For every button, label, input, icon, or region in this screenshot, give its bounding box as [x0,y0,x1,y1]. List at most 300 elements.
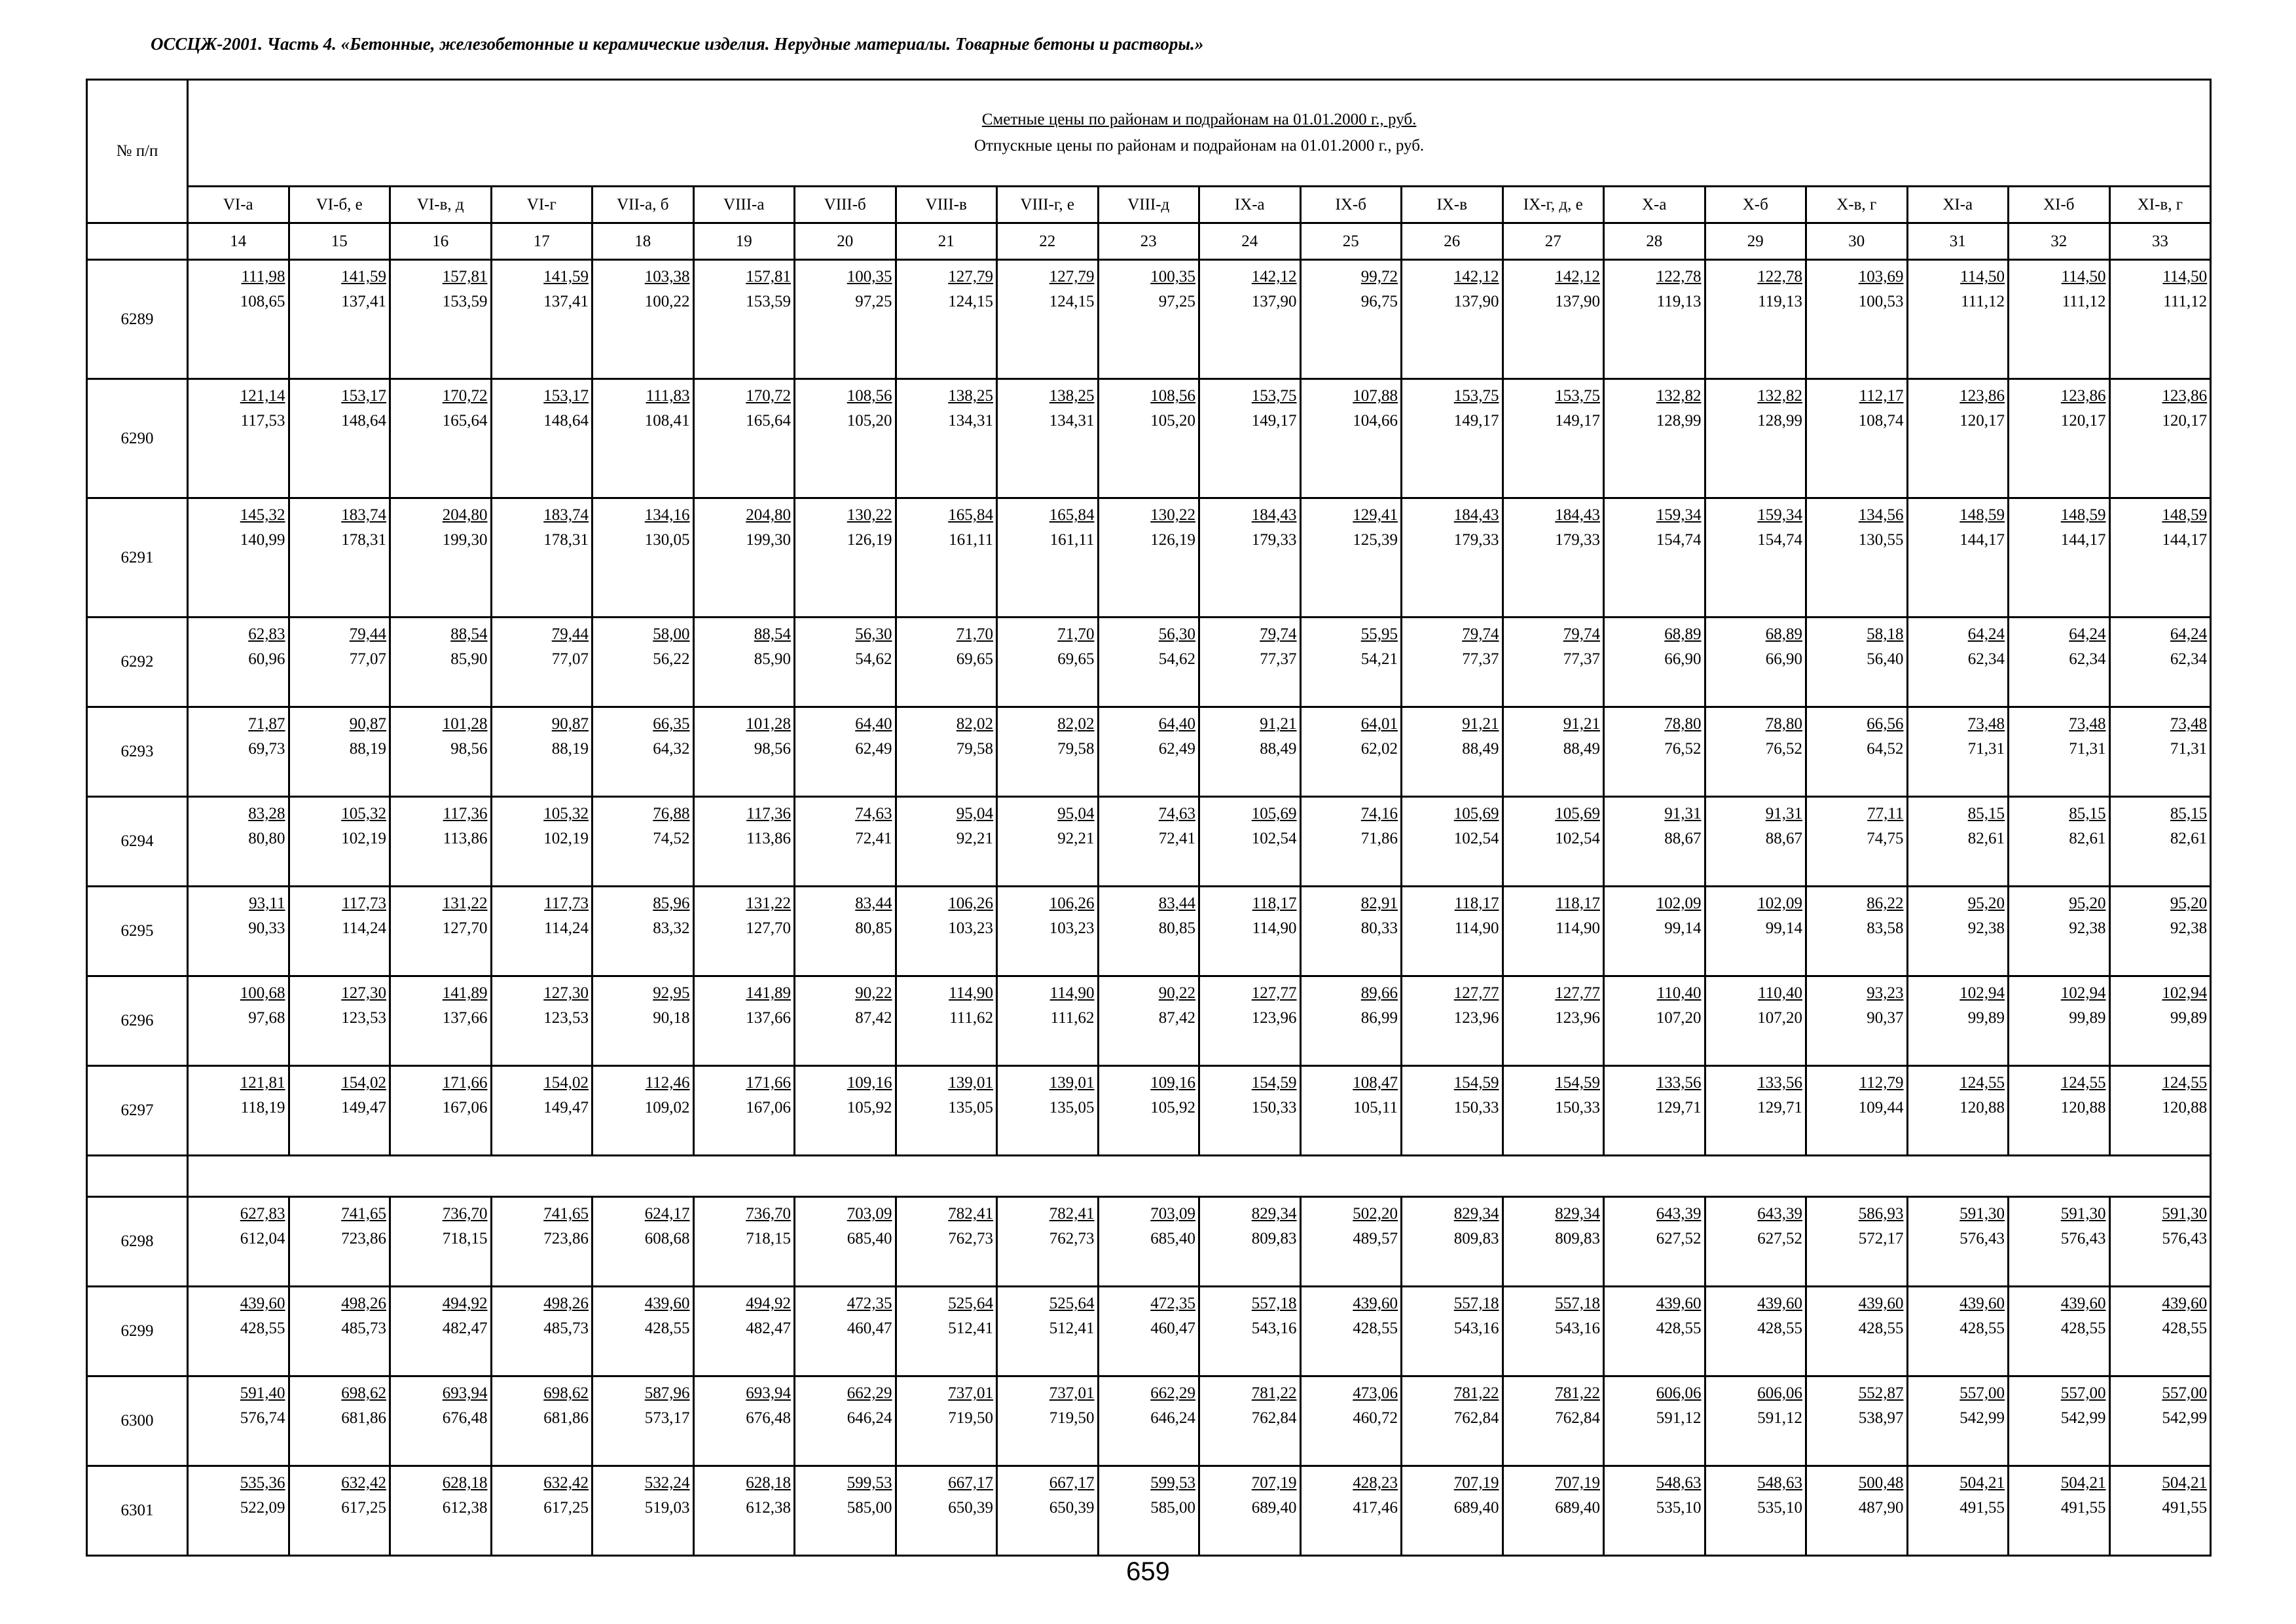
region-header: VIII-г, е [997,187,1099,223]
price-cell [1806,797,1908,887]
estimated-price: 79,44 [551,625,589,643]
estimated-price: 184,43 [1453,506,1499,524]
release-price: 685,40 [847,1230,892,1247]
price-cell [1098,618,1199,707]
release-price: 137,41 [341,293,386,310]
release-price: 762,84 [1555,1409,1600,1427]
price-cell [188,1376,289,1466]
region-header: X-в, г [1806,187,1908,223]
release-price: 179,33 [1453,531,1499,549]
price-cell [1806,1197,1908,1287]
estimated-price: 114,90 [949,984,993,1002]
estimated-price: 557,00 [1959,1384,2005,1402]
release-price: 135,05 [948,1099,993,1116]
release-price: 576,43 [1959,1230,2005,1247]
price-cell [896,976,997,1066]
price-cell [997,1287,1099,1376]
estimated-price: 494,92 [442,1295,488,1312]
price-cell [693,707,795,797]
release-price: 117,53 [240,412,285,430]
release-price: 148,64 [341,412,386,430]
estimated-price: 86,22 [1867,895,1904,912]
price-cell [1705,797,1806,887]
price-cell [1300,1287,1402,1376]
release-price: 543,16 [1453,1320,1499,1337]
release-price: 428,55 [644,1320,690,1337]
price-cell [390,797,492,887]
table-row [87,379,2211,498]
price-cell [896,1066,997,1156]
release-price: 64,32 [653,740,690,758]
estimated-price: 171,66 [442,1074,488,1092]
column-number: 28 [1604,223,1705,260]
release-price: 98,56 [754,740,791,758]
estimated-price: 71,87 [248,715,285,733]
release-price: 140,99 [240,531,285,549]
estimated-price: 153,17 [543,387,589,405]
price-cell [1098,887,1199,976]
estimated-price: 91,31 [1765,805,1802,822]
price-cell [289,260,390,379]
table-row [87,707,2211,797]
release-price: 114,24 [342,919,386,937]
estimated-price: 91,31 [1664,805,1702,822]
release-price: 650,39 [1049,1499,1095,1517]
estimated-price: 64,40 [1158,715,1195,733]
price-cell [693,260,795,379]
price-cell [795,498,896,618]
release-price: 88,67 [1664,830,1702,847]
region-header: IX-б [1300,187,1402,223]
estimated-price: 142,12 [1251,268,1297,286]
estimated-price: 121,14 [240,387,285,405]
release-price: 66,90 [1765,650,1802,668]
estimated-price: 111,83 [646,387,690,405]
release-price: 460,72 [1353,1409,1398,1427]
price-cell [1402,1376,1503,1466]
region-header: VIII-б [795,187,896,223]
column-number: 22 [997,223,1099,260]
release-price: 71,86 [1360,830,1398,847]
price-cell [795,1466,896,1556]
estimated-price: 781,22 [1453,1384,1499,1402]
release-price: 97,68 [248,1009,285,1027]
price-cell [289,887,390,976]
estimated-price: 127,77 [1453,984,1499,1002]
estimated-price: 68,89 [1765,625,1802,643]
estimated-price: 76,88 [653,805,690,822]
estimated-price: 129,41 [1353,506,1398,524]
price-cell [2009,1287,2110,1376]
price-cell [289,498,390,618]
price-cell [289,379,390,498]
estimated-price: 56,30 [1158,625,1195,643]
release-price: 111,12 [2163,293,2208,310]
estimated-price: 557,18 [1555,1295,1600,1312]
price-cell [1806,260,1908,379]
release-price: 681,86 [341,1409,386,1427]
price-cell [1098,1287,1199,1376]
release-price: 650,39 [948,1499,993,1517]
price-cell [1705,887,1806,976]
release-price: 111,12 [1961,293,2005,310]
estimated-price: 118,17 [1252,895,1297,912]
price-cell [693,1066,795,1156]
estimated-price: 88,54 [450,625,488,643]
estimated-price: 138,25 [948,387,993,405]
release-price: 92,21 [956,830,993,847]
estimated-price: 131,22 [746,895,791,912]
release-price: 90,37 [1867,1009,1904,1027]
table-row [87,887,2211,976]
region-header: IX-г, д, е [1503,187,1604,223]
price-cell [390,1197,492,1287]
release-price: 199,30 [746,531,791,549]
price-cell [1705,618,1806,707]
price-cell [289,797,390,887]
price-cell [1907,1197,2009,1287]
estimated-price: 141,89 [442,984,488,1002]
estimated-price: 130,22 [1150,506,1195,524]
column-number: 24 [1199,223,1301,260]
price-cell [1199,887,1301,976]
region-header-row [87,187,2211,223]
release-price: 120,88 [1959,1099,2005,1116]
estimated-price: 90,87 [551,715,589,733]
price-cell [491,1466,592,1556]
release-price: 130,05 [644,531,690,549]
price-cell [1705,1466,1806,1556]
release-price: 689,40 [1555,1499,1600,1517]
estimated-price: 741,65 [341,1205,386,1223]
price-cell [1098,498,1199,618]
price-cell [896,797,997,887]
estimated-price: 83,44 [1158,895,1195,912]
price-cell [1705,707,1806,797]
release-price: 71,31 [2069,740,2106,758]
price-cell [1604,1287,1705,1376]
price-cell [795,1197,896,1287]
estimated-price: 781,22 [1251,1384,1297,1402]
estimated-price: 131,22 [442,895,488,912]
price-cell [1503,887,1604,976]
release-price: 82,61 [1967,830,2005,847]
price-cell [795,260,896,379]
release-price: 153,59 [442,293,488,310]
table-row [87,1466,2211,1556]
estimated-price: 105,32 [543,805,589,822]
price-cell [1503,707,1604,797]
estimated-price: 108,56 [1150,387,1195,405]
release-price: 105,11 [1353,1099,1398,1116]
estimated-price: 829,34 [1453,1205,1499,1223]
release-price: 62,34 [2069,650,2106,668]
price-cell [1199,260,1301,379]
estimated-price: 64,01 [1360,715,1398,733]
price-cell [2109,379,2211,498]
estimated-price: 64,24 [1967,625,2005,643]
price-cell [2009,707,2110,797]
release-price: 491,55 [2162,1499,2208,1517]
price-cell [1806,1466,1908,1556]
price-cell [1300,887,1402,976]
release-price: 685,40 [1150,1230,1195,1247]
estimated-price: 103,69 [1858,268,1904,286]
release-price: 107,20 [1656,1009,1702,1027]
release-price: 428,55 [1353,1320,1398,1337]
price-cell [491,976,592,1066]
release-price: 99,89 [2170,1009,2208,1027]
column-number-row [87,223,2211,260]
estimated-price: 114,50 [2162,268,2208,286]
release-price: 491,55 [1959,1499,2005,1517]
estimated-price: 139,01 [948,1074,993,1092]
estimated-price: 123,86 [1959,387,2005,405]
estimated-price: 95,04 [956,805,993,822]
price-cell [1907,797,2009,887]
region-header: X-б [1705,187,1806,223]
price-cell [289,707,390,797]
release-price: 572,17 [1858,1230,1904,1247]
region-header: VI-в, д [390,187,492,223]
estimated-price: 148,59 [2060,506,2106,524]
release-price: 102,54 [1251,830,1297,847]
price-cell [289,1376,390,1466]
estimated-price: 439,60 [1959,1295,2005,1312]
price-cell [1402,887,1503,976]
estimated-price: 110,40 [1656,984,1702,1002]
release-price: 646,24 [847,1409,892,1427]
estimated-price: 693,94 [442,1384,488,1402]
release-price: 762,73 [1049,1230,1095,1247]
estimated-price: 142,12 [1453,268,1499,286]
release-price: 135,05 [1049,1099,1095,1116]
price-cell [289,618,390,707]
price-cell [1199,618,1301,707]
estimated-price: 118,17 [1556,895,1600,912]
release-price: 543,16 [1555,1320,1600,1337]
release-price: 108,41 [644,412,690,430]
release-price: 137,41 [543,293,589,310]
estimated-price: 123,86 [2162,387,2208,405]
release-price: 428,55 [2162,1320,2208,1337]
release-price: 54,62 [855,650,892,668]
release-price: 154,74 [1656,531,1702,549]
price-cell [1199,1197,1301,1287]
release-price: 92,38 [2170,919,2208,937]
price-cell [1300,1376,1402,1466]
price-cell [1402,1466,1503,1556]
estimated-price: 82,02 [956,715,993,733]
price-cell [491,1066,592,1156]
estimated-price: 557,18 [1453,1295,1499,1312]
release-price: 118,19 [240,1099,285,1116]
price-cell [896,1197,997,1287]
price-cell [896,379,997,498]
estimated-price: 73,48 [2170,715,2208,733]
price-cell [1503,618,1604,707]
release-price: 428,55 [2060,1320,2106,1337]
release-price: 179,33 [1555,531,1600,549]
price-cell [2109,1287,2211,1376]
release-price: 62,34 [2170,650,2208,668]
table-row [87,1287,2211,1376]
row-number: 6291 [87,498,188,618]
price-cell [1098,797,1199,887]
release-price: 123,53 [543,1009,589,1027]
separator-cell [87,1156,188,1197]
release-price: 542,99 [1959,1409,2005,1427]
release-price: 103,23 [1049,919,1095,937]
estimated-price: 93,11 [249,895,285,912]
release-price: 127,70 [442,919,488,937]
release-price: 612,38 [442,1499,488,1517]
estimated-price: 118,17 [1454,895,1499,912]
estimated-price: 133,56 [1757,1074,1802,1092]
estimated-price: 142,12 [1555,268,1600,286]
price-cell [390,1287,492,1376]
release-price: 137,90 [1251,293,1297,310]
price-cell [188,498,289,618]
release-price: 114,90 [1556,919,1600,937]
estimated-price: 500,48 [1858,1474,1904,1492]
estimated-price: 127,30 [543,984,589,1002]
price-cell [1503,1376,1604,1466]
release-price: 76,52 [1765,740,1802,758]
estimated-price: 204,80 [746,506,791,524]
estimated-price: 56,30 [855,625,892,643]
release-price: 86,99 [1360,1009,1398,1027]
estimated-price: 439,60 [2060,1295,2106,1312]
release-price: 97,25 [1158,293,1195,310]
release-price: 719,50 [1049,1409,1095,1427]
column-number: 29 [1705,223,1806,260]
estimated-price: 141,59 [543,268,589,286]
column-number: 27 [1503,223,1604,260]
release-price: 74,75 [1867,830,1904,847]
release-price: 72,41 [1158,830,1195,847]
price-cell [390,618,492,707]
estimated-price: 95,04 [1057,805,1095,822]
release-price: 87,42 [1158,1009,1195,1027]
price-cell [693,1376,795,1466]
column-number: 32 [2009,223,2110,260]
estimated-price: 606,06 [1656,1384,1702,1402]
price-cell [896,1376,997,1466]
release-price: 105,20 [1150,412,1195,430]
price-cell [491,498,592,618]
release-price: 111,62 [949,1009,993,1027]
release-price: 134,31 [1049,412,1095,430]
estimated-price: 170,72 [442,387,488,405]
estimated-price: 667,17 [1049,1474,1095,1492]
price-cell [390,1466,492,1556]
estimated-price: 114,90 [1049,984,1095,1002]
price-cell [289,976,390,1066]
price-cell [491,379,592,498]
estimated-price: 107,88 [1353,387,1398,405]
row-number: 6296 [87,976,188,1066]
estimated-price: 95,20 [2069,895,2106,912]
price-cell [1806,379,1908,498]
release-price: 82,61 [2069,830,2106,847]
release-price: 762,84 [1251,1409,1297,1427]
release-price: 460,47 [1150,1320,1195,1337]
price-cell [2109,1066,2211,1156]
table-row [87,1197,2211,1287]
section-separator-row [87,1156,2211,1197]
estimated-price: 157,81 [746,268,791,286]
price-cell [1402,797,1503,887]
estimated-price: 557,18 [1251,1295,1297,1312]
price-cell [592,976,694,1066]
release-price: 128,99 [1757,412,1802,430]
release-price: 54,62 [1158,650,1195,668]
price-cell [592,797,694,887]
estimated-price: 829,34 [1555,1205,1600,1223]
price-cell [795,379,896,498]
row-number: 6299 [87,1287,188,1376]
price-cell [188,260,289,379]
release-price: 137,66 [746,1009,791,1027]
price-cell [2109,797,2211,887]
price-cell [1300,618,1402,707]
estimated-price: 108,56 [847,387,892,405]
release-price: 591,12 [1757,1409,1802,1427]
price-cell [896,1287,997,1376]
price-cell [1503,498,1604,618]
table-row [87,976,2211,1066]
price-cell [1098,707,1199,797]
price-cell [491,1376,592,1466]
release-price: 718,15 [442,1230,488,1247]
estimated-price: 83,44 [855,895,892,912]
estimated-price: 667,17 [948,1474,993,1492]
release-price: 54,21 [1360,650,1398,668]
price-cell [795,1066,896,1156]
estimated-price: 154,59 [1555,1074,1600,1092]
release-price: 149,17 [1251,412,1297,430]
estimated-price: 101,28 [746,715,791,733]
estimated-price: 127,30 [341,984,386,1002]
price-cell [188,1066,289,1156]
price-cell [1907,1287,2009,1376]
price-cell [1098,1197,1199,1287]
estimated-price: 92,95 [653,984,690,1002]
price-cell [1806,1066,1908,1156]
release-price: 124,15 [1049,293,1095,310]
release-price: 88,49 [1563,740,1600,758]
price-cell [188,1466,289,1556]
price-cell [795,1376,896,1466]
release-price: 120,88 [2162,1099,2208,1116]
estimated-price: 703,09 [847,1205,892,1223]
release-price: 62,49 [855,740,892,758]
release-price: 99,14 [1664,919,1702,937]
price-cell [693,887,795,976]
estimated-price: 114,50 [2061,268,2106,286]
estimated-price: 627,83 [240,1205,285,1223]
estimated-price: 782,41 [1049,1205,1095,1223]
price-cell [491,618,592,707]
release-price: 100,22 [644,293,690,310]
estimated-price: 127,79 [1049,268,1095,286]
release-price: 123,96 [1555,1009,1600,1027]
estimated-price: 525,64 [1049,1295,1095,1312]
release-price: 129,71 [1757,1099,1802,1116]
estimated-price: 82,91 [1360,895,1398,912]
release-price: 97,25 [855,293,892,310]
